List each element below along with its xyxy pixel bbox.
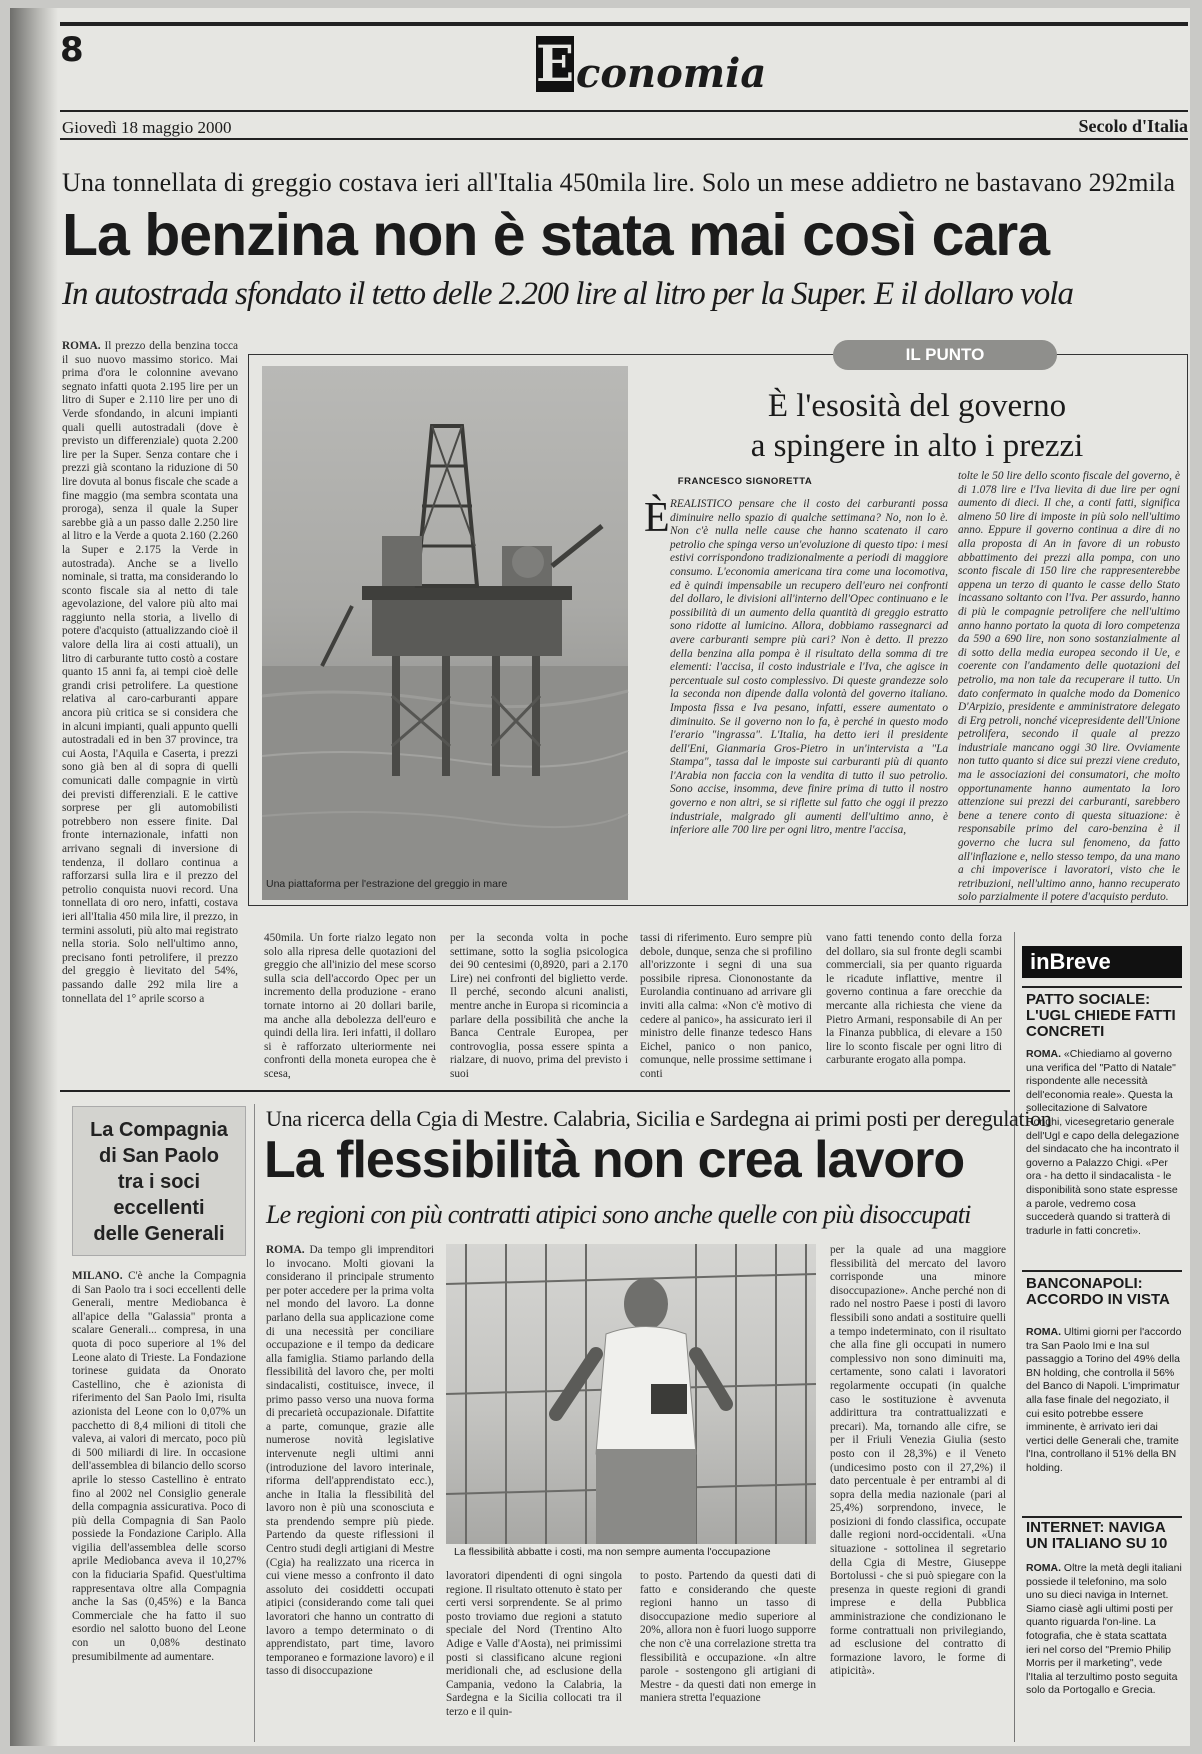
breve-item-1-title: PATTO SOCIALE: L'UGL CHIEDE FATTI CONCRETI [1026,991,1176,1040]
flex-column-2: lavoratori dipendenti di ogni singola regione. Il risultato ottenuto è stato per certi versi sorprendente. Se al primo posto troviamo due regioni a statuto speciale del Nord (Trentino Alto Adige e Valle d'Aosta), nei primissimi posti si classificano alcune regioni meridionali che, ad esclusione della Campania, vedono la Calabria, la Sardegna e la Sicilia collocati tra il terzo e il quin- [446,1570,622,1718]
generali-title-line-1: La Compagnia [90,1119,228,1141]
il-punto-title-line-2: a spingere in alto i prezzi [750,428,1084,464]
breve-item-2-text [1026,1326,1182,1506]
worker-photo [446,1244,816,1544]
breve-divider [1014,932,1015,1742]
il-punto-label: IL PUNTO [833,340,1057,370]
section-name: conomia [576,50,767,97]
oil-platform-illustration [262,366,628,900]
header-rule-bottom [60,138,1188,140]
generali-title-line-4: eccellenti [113,1197,205,1219]
generali-dateline: MILANO. [72,1270,123,1282]
breve-item-3-body: Oltre la metà degli italiani possiede il telefonino, ma solo uno su dieci naviga in Internet. Siamo ciasè agli ultimi posti per quanto riguarda l'on-line. La fotografia, che è stata scattata ieri nel corso del "Premio Philip Morris per il marketing", vede l'Italia al terzultimo posto seguita solo da Portogallo e Grecia. [1026,1562,1182,1697]
section-initial: E [536,34,575,93]
generali-divider [254,1104,255,1742]
breve-rule-2 [1022,1270,1182,1272]
generali-title-line-3: tra i soci [117,1171,201,1193]
il-punto-column-2: tolte le 50 lire dello sconto fiscale del governo, è di 1.078 lire e l'Iva lievita di due lire per ogni aumento di dieci. Il che, a conti fatti, significa almeno 50 lire di imposte in più solo nell'ultimo anno. Eppure il governo continua a dire di no alla proposta di An in favore di un robusto abbattimento dei prezzi alla pompa, con uno sconto fiscale di 150 lire che rappresenterebbe appena un terzo di quanto le casse dello Stato incassano soltanto con l'Iva. Per assurdo, hanno di più le compagnie petrolifere che nell'ultimo anno hanno portato la quota di loro competenza da 590 a 690 lire, non sono sostanzialmente al di sotto della media europea secondo il Ue, e coerente con l'andamento delle quotazioni del petrolio, ma non tale da recuperare il tutto. Un dato confermato in qualche modo da Domenico D'Arpizio, presidente e amministratore delegato di Erg petroli, nonché vicepresidente dell'Unione petrolifera, secondo il quale al prezzo industriale mancano oggi 30 lire. Ovviamente non tutto quanto si dice sui prezzi viene creduto, ma le associazioni dei consumatori, che molto opportunamente hanno aumentato la loro attenzione sui prezzi dei carburanti, sarebbero bene a tenere conto di questa situazione: è responsabile primo del caro-benzina è il governo che lucra sul fenomeno, da fatto all'inflazione e, nello stesso tempo, da una mano a chi impoverisce i lavoratori, visto che le retribuzioni, nell'ultimo anno, hanno recuperato solo parzialmente il potere d'acquisto perduto. [958,470,1181,904]
top-rule [60,22,1188,26]
il-punto-column-1: REALISTICO pensare che il costo dei carburanti possa diminuire nello spazio di qualche settimana? No, non lo è. Non c'è nulla nelle cause che hanno scatenato il caro petrolio che spinga verso un'evoluzione di questo tipo: i mesi estivi corrispondono tradizionalmente a periodi di maggiore consumo. L'economia americana tira come una locomotiva, ed è quindi impensabile un recupero dell'euro nei confronti del dollaro, le divisioni all'interno dell'Opec continuano e le possibilità di un aumento della quantità di greggio estratto sono ridotte al lumicino. Allora, dobbiamo rassegnarci ad avere carburanti sempre più cari? Non è detto. Il prezzo della benzina alla pompa è il risultato della somma di tre elementi: l'accisa, il costo industriale e l'Iva, che agisce in percentuale sul costo complessivo. Di queste grandezze solo la seconda non dipende dalla volontà del governo italiano. Imposta fissa e Iva pesano, infatti, essere aumentato o diminuito. Se il governo non lo fa, è perché in questo modo l'erario "ingrassa". L'Italia, ha detto ieri il presidente dell'Eni, Gianmaria Gros-Pietro in un'intervista a "La Stampa", tassa dal le imposte sui carburanti più di quanto l'Arabia non faccia con la vendita di tutto il suo petrolio. Sono accise, insomma, deve finire prima di tutto il nostro governo e non altri, se si riflette sul fatto che oggi il prezzo industriale, malgrado gli aumenti dell'ultimo anno, è inferiore alle 700 lire per ogni litro, mentre l'accisa, [670,498,948,837]
breve-item-1-dateline: ROMA. [1026,1048,1061,1060]
flex-column-3: to posto. Partendo da questi dati di fatto e considerando che queste regioni hanno un tasso di disoccupazione medio superiore al 20%, allora non è fuori luogo supporre che non c'è una correlazione stretta tra flessibilità e occupazione. «In altre parole - sostengono gli artigiani di Mestre - da questi dati non emerge in maniera stretta l'equazione [640,1570,816,1705]
generali-text [72,1270,246,1742]
breve-rule-3 [1022,1516,1182,1518]
scaffold-illustration [446,1244,816,1544]
breve-item-3-dateline: ROMA. [1026,1562,1061,1574]
lead-column-5: vano fatti tenendo conto della forza del dollaro, sia sul fronte degli scambi commerciali, sia per quanto riguarda le ricadute inflattive, mentre il governo continua a fare orecchie da mercante alla richiesta che viene da Pietro Armani, responsabile di An per la Finanza pubblica, di elevare a 150 lire lo sconto fiscale per ogni litro di carburante erogato alla pompa. [826,932,1002,1067]
lead-column-1 [62,340,238,1005]
second-kicker: Una ricerca della Cgia di Mestre. Calabria, Sicilia e Sardegna ai primi posti per deregulation [266,1106,1052,1131]
header-rule [60,110,1188,112]
second-subheadline: Le regioni con più contratti atipici sono anche quelle con più disoccupati [266,1200,971,1229]
worker-photo-caption: La flessibilità abbatte i costi, ma non sempre aumenta l'occupazione [454,1546,771,1558]
lead-headline: La benzina non è stata mai così cara [62,202,1050,268]
breve-item-3-text [1026,1562,1182,1742]
section-divider [60,1090,1010,1092]
generali-title-line-5: delle Generali [93,1223,225,1245]
flex-column-4: per la quale ad una maggiore flessibilità del mercato del lavoro corrisponde una minore disoccupazione». Anche perché non di rado nel nostro Paese i posti di lavoro flessibili sono andati a sostituire quelli a tempo indeterminato, con il risultato che alla fine gli occupati in numero complessivo non sono diminuiti ma, certamente, sono calati i lavoratori regolarmente occupati (in qualche caso le sostituzione è avvenuta addirittura tra contrattualizzati e precari). Ma, tornando alle cifre, se per il Friuli Venezia Giulia (sesto posto con il 28,3%) e il Veneto (undicesimo posto con il 27,2%) il dato percentuale è per entrambi al di sopra della media nazionale (pari al 25,4%) sorprendono, invece, le posizioni di fondo classifica, occupate dalle regioni nord-occidentali. «Una situazione - sottolinea il segretario della Cgia di Mestre, Giuseppe Bortolussi - che si può spiegare con la presenza in queste regioni di grandi imprese e della Pubblica amministrazione che condizionano le forme contrattuali non privilegiando, ad esclusione del contratto di formazione lavoro, le forme di atipicità». [830,1244,1006,1678]
flex-dateline: ROMA. [266,1244,305,1256]
in-breve-logo: inBreve [1022,946,1182,978]
breve-item-3-title: INTERNET: NAVIGA UN ITALIANO SU 10 [1026,1519,1168,1552]
lead-subheadline: In autostrada sfondato il tetto delle 2.200 lire al litro per la Super. E il dollaro vola [62,276,1073,312]
oil-photo-caption: Una piattaforma per l'estrazione del greggio in mare [266,878,508,890]
newspaper-page [10,8,1190,1746]
il-punto-title-line-1: È l'esosità del governo [767,388,1067,424]
breve-item-2-body: Ultimi giorni per l'accordo tra San Paolo Imi e Ina sul passaggio a Torino del 49% della BN holding, che controlla il 56% del Banco di Napoli. L'imprimatur alla fase finale del negoziato, il cui esito potrebbe essere imminente, è arrivato ieri dai vertici delle Generali che, tramite l'Ina, controllano il 51% della BN holding. [1026,1326,1182,1474]
breve-item-1-body: «Chiediamo al governo una verifica del "Patto di Natale" rispondente alle necessità dell'economia reale». Questa la sollecitazione di Salvatore Ronghi, vicesegretario generale dell'Ugl e capo della delegazione del sindacato che ha incontrato il governo a Palazzo Chigi. «Per ora - ha detto il sindacalista - le disponibilità sono state espresse a parole, vedremo cosa succederà quando si tratterà di tradurle in fatti concreti». [1026,1048,1180,1237]
breve-item-2-dateline: ROMA. [1026,1326,1061,1338]
masthead: Secolo d'Italia [1078,116,1188,136]
flex-col1-text: Da tempo gli imprenditori lo invocano. Molti giovani la considerano il principale strumento per poter accedere per la prima volta nel mondo del lavoro. La donne parlano della sua applicazione come di una necessità per conciliare occupazione e il tempo da dedicare alla famiglia. Stiamo parlando della flessibilità del lavoro che, per molti sindacalisti, costituisce, invece, il primo passo verso una nuova forma di precarietà occupazionale. Difattite a parte, comunque, grazie alle numerose novità legislative intervenute negli ultimi anni (introduzione del lavoro interinale, riforma dell'apprendistato ecc.), anche in Italia la flessibilità del lavoro non è più una sconosciuta e sta prendendo sempre più piede. Partendo da queste riflessioni il Centro studi degli artigiani di Mestre (Cgia) ha realizzato una ricerca in cui viene messo a confronto il dato assoluto dei cosiddetti occupati atipici (considerando come tali quei lavoratori che hanno un contratto di lavoro a tempo determinato o di apprendistato, part time, lavoro temporaneo e formazione lavoro) e il tasso di disoccupazione [266,1244,435,1678]
lead-column-3: per la seconda volta in poche settimane, sotto la soglia psicologica dei 90 centesimi (0,8920, pari a 2.170 Lire) nei confronti del biglietto verde. Il perché, secondo alcuni analisti, mentre anche in Europa si ricomincia a parlare della possibilità che anche la Banca Centrale Europea, per controvoglia, possa essere spinta a rialzare, di nuovo, prima del previsto i suoi [450,932,628,1080]
breve-rule-1 [1022,986,1182,988]
lead-column-4: tassi di riferimento. Euro sempre più debole, dunque, senza che si profilino all'orizzonte i segni di una sua possibile ripresa. Ciononostante da Eurolandia continuano ad arrivare gli inviti alla calma: «Non c'è motivo di cedere al panico», ha assicurato ieri il ministro delle finanze tedesco Hans Eichel, panico o non panico, comunque, nelle prossime settimane i conti [640,932,812,1080]
generali-title-box [72,1106,246,1256]
lead-column-2: 450mila. Un forte rialzo legato non solo alla ripresa delle quotazioni del greggio che all'inizio del mese scorso sulla scia dell'accordo Opec per un incremento della produzione - erano tornate intorno ai 20 dollari barile, ma anche alla debolezza dell'euro e quindi della lira. Ieri infatti, il dollaro si è rafforzato ulteriormente nei confronti della moneta europea che è scesa, [264,932,436,1080]
oil-platform-photo [262,366,628,900]
il-punto-title [700,386,1134,466]
page-fold-shadow [10,8,58,1746]
il-punto-byline: FRANCESCO SIGNORETTA [677,476,813,487]
generali-body: C'è anche la Compagnia di San Paolo tra i soci eccellenti delle Generali, mentre Mediobanca è all'apice della "Galassia" pronta a scalare Generali... compresa, in una quota di poco superiore al 1% del Leone alato di Trieste. La Fondazione torinese guidata da Onorato Castellino, che è azionista di riferimento del San Paolo Imi, risulta azionista del Leone con lo 0,07% un pacchetto di 8,4 milioni di titoli che valeva, ai valori di mercato, poco più di 500 miliardi di lire. In occasione dell'assemblea di bilancio dello scorso aprile lo stesso Castellino è entrato fino al 2002 nel Consiglio generale della compagnia assicurativa. Poco di più della Compagnia di San Paolo possiede la Fondazione Cariplo. Alla vigilia dell'assemblea delle scorso aprile Mediobanca aveva il 10,27% con la fiduciaria Spafid. Quest'ultima rappresentava oltre alla Compagnia anche la Sas (0,45%) e la Banca Commerciale che ha fatto il suo esordio nel salotto buono del Leone con un 0,08% destinato presumibilmente ad aumentare. [72,1270,246,1663]
page-number: 8 [60,30,84,70]
breve-item-1-text [1026,1048,1182,1258]
flex-column-1 [266,1244,434,1742]
lead-dateline: ROMA. [62,340,101,352]
breve-item-2-title: BANCONAPOLI: ACCORDO IN VISTA [1026,1275,1170,1308]
issue-date: Giovedì 18 maggio 2000 [62,118,232,137]
generali-title-line-2: di San Paolo [98,1145,220,1167]
il-punto-dropcap: È [644,495,670,541]
lead-col1-text: Il prezzo della benzina tocca il suo nuovo massimo storico. Mai prima d'ora le colonnine avevano segnato infatti quota 2.195 lire per un litro di Super e 2.110 lire per uno di Verde sfondando, in alcuni impianti quali quelli autostradali (dove è previsto un differenziale) quota 2.200 lire per la Super. Senza contare che i prezzi già scontano la riduzione di 50 lire dovuta al bonus fiscale che scade a fine maggio (ma sembra scontata una proroga), senza il quale la Super sarebbe già a un passo dalle 2.250 lire al litro e la Verde a quota 2.160 (2.260 la Super e 2.175 la Verde in autostrada). Anche se a livello nominale, si tratta, ma considerando lo sconto fiscale sia al netto di tale agevolazione, del valore più alto mai raggiunto nella storia, a livello di potere d'acquisto (attualizzando cioè il valore della lira ai costi attuali), un litro di carburante tutto costò a costare quanto 15 anni fa, ai tempi cioè delle grandi crisi petrolifere. La questione relativa al caro-carburanti appare ancora più critica se si considera che in alcuni impianti, quali appunto quelli autostradali ed in ben 37 province, tra cui Aosta, l'Aquila e Caserta, i prezzi sono già ben al di sopra di quelli comunicati dalle compagnie in virtù dei previsti differenziali. E le cattive sorprese per gli automobilisti potrebbero non essere finite. Dal fronte internazionale, infatti non arrivano segnali di inversione di tendenza, il dollaro continua a rafforzarsi sulla lira e il prezzo del petrolio conquista nuovi record. Una tonnellata di oro nero, infatti, costava ieri all'Italia 450 mila lire, il prezzo, in termini assoluti, più alto mai registrato nella storia. Solo nell'ultimo anno, precisano fonti petrolifere, il prezzo del greggio è lievitato del 54%, passando dalle 292 mila lire a tonnellata del 1° aprile scorso a [62,340,238,1005]
second-headline: La flessibilità non crea lavoro [264,1131,965,1189]
lead-kicker: Una tonnellata di greggio costava ieri all'Italia 450mila lire. Solo un mese addietro ne bastavano 292mila [62,168,1176,197]
